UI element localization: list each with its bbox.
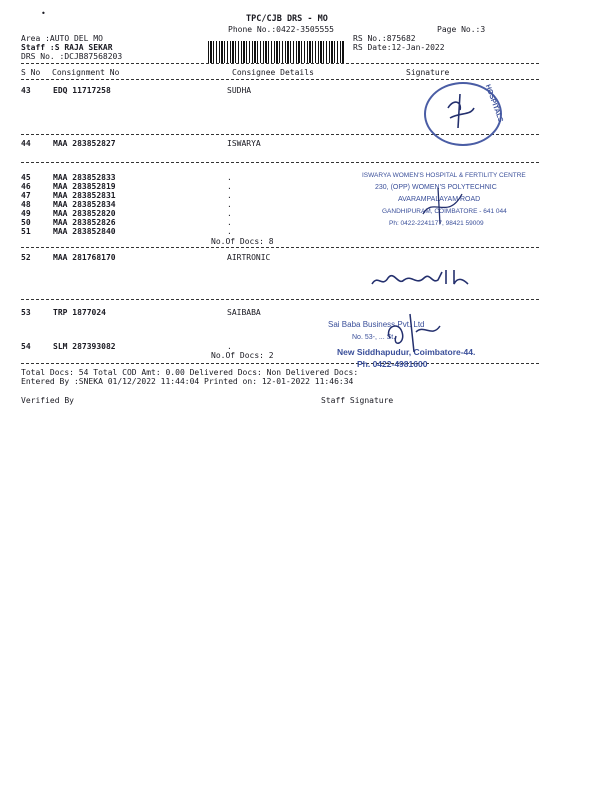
row-consignment: MAA 283852831 <box>53 191 116 200</box>
row-consignee: . <box>227 191 232 200</box>
handwritten-signature <box>440 88 480 133</box>
row-consignee: . <box>227 200 232 209</box>
row-consignment: MAA 283852834 <box>53 200 116 209</box>
row-consignment: MAA 283852819 <box>53 182 116 191</box>
stamp-line: New Siddhapudur, Coimbatore-44. <box>337 347 476 357</box>
stamp-line: AVARAMPALAYAM ROAD <box>398 196 481 203</box>
divider <box>21 63 539 64</box>
stamp-line: Ph: 0422-2241177, 98421 59009 <box>389 220 484 227</box>
row-sno: 52 <box>21 253 31 262</box>
row-consignee: AIRTRONIC <box>227 253 271 262</box>
docs-count: No.Of Docs: 2 <box>211 351 274 360</box>
entered-by: Entered By :SNEKA 01/12/2022 11:44:04 Printed on: 12-01-2022 11:46:34 <box>21 377 354 386</box>
phone-number: Phone No.:0422-3505555 <box>228 25 334 34</box>
verified-by: Verified By <box>21 396 74 405</box>
row-sno: 50 <box>21 218 31 227</box>
row-consignee: . <box>227 227 232 236</box>
handwritten-signature <box>380 308 450 358</box>
row-sno: 49 <box>21 209 31 218</box>
row-consignment: MAA 283852827 <box>53 139 116 148</box>
row-consignee: . <box>227 209 232 218</box>
handwritten-signature <box>368 262 488 294</box>
row-consignee: . <box>227 182 232 191</box>
stamp-line: Sai Baba Business Pvt. Ltd <box>328 320 425 329</box>
row-consignment: TRP 1877024 <box>53 308 106 317</box>
divider <box>21 162 539 163</box>
row-consignment: MAA 281768170 <box>53 253 116 262</box>
col-consignee: Consignee Details <box>232 68 314 77</box>
divider <box>21 247 539 248</box>
row-sno: 44 <box>21 139 31 148</box>
col-sno: S No <box>21 68 41 77</box>
row-consignment: MAA 283852840 <box>53 227 116 236</box>
divider <box>21 79 539 80</box>
stamp-line: 230, (OPP) WOMEN'S POLYTECHNIC <box>375 184 497 191</box>
row-consignment: MAA 283852833 <box>53 173 116 182</box>
row-consignment: MAA 283852820 <box>53 209 116 218</box>
row-consignee: . <box>227 342 232 351</box>
barcode <box>208 41 344 63</box>
row-consignee: SAIBABA <box>227 308 261 317</box>
col-consignment: Consignment No <box>52 68 120 77</box>
row-consignee: . <box>227 218 232 227</box>
staff-signature-label: Staff Signature <box>321 396 394 405</box>
staff-name: Staff :S RAJA SEKAR <box>21 43 113 52</box>
row-sno: 53 <box>21 308 31 317</box>
row-sno: 47 <box>21 191 31 200</box>
divider <box>21 363 539 364</box>
seal-text: HOSPITALS <box>483 83 504 124</box>
row-sno: 51 <box>21 227 31 236</box>
rs-number: RS No.:875682 <box>353 34 416 43</box>
row-sno: 46 <box>21 182 31 191</box>
row-sno: 45 <box>21 173 31 182</box>
row-consignee: . <box>227 173 232 182</box>
stamp-line: ISWARYA WOMEN'S HOSPITAL & FERTILITY CENTRE <box>362 172 526 179</box>
page-number: Page No.:3 <box>437 25 486 34</box>
row-consignee: ISWARYA <box>227 139 261 148</box>
stamp-line: No. 53-, ... St. <box>352 334 396 341</box>
row-consignee: SUDHA <box>227 86 252 95</box>
rs-date: RS Date:12-Jan-2022 <box>353 43 445 52</box>
drs-number: DRS No. :DCJB87568203 <box>21 52 123 61</box>
row-sno: 54 <box>21 342 31 351</box>
row-consignment: MAA 283852826 <box>53 218 116 227</box>
col-signature: Signature <box>406 68 450 77</box>
area: Area :AUTO DEL MO <box>21 34 103 43</box>
document-title: TPC/CJB DRS - MO <box>246 14 328 24</box>
row-sno: 48 <box>21 200 31 209</box>
totals-summary: Total Docs: 54 Total COD Amt: 0.00 Delivered Docs: Non Delivered Docs: <box>21 368 359 377</box>
handwritten-signature <box>418 186 468 226</box>
docs-count: No.Of Docs: 8 <box>211 237 274 246</box>
stamp-line: GANDHIPURAM, COIMBATORE - 641 044 <box>382 208 507 215</box>
stamp-line: Ph. 0422-4981600 <box>357 359 428 369</box>
divider <box>21 299 539 300</box>
speck: • <box>41 9 46 18</box>
row-consignment: SLM 287393082 <box>53 342 116 351</box>
row-consignment: EDQ 11717258 <box>53 86 111 95</box>
row-sno: 43 <box>21 86 31 95</box>
